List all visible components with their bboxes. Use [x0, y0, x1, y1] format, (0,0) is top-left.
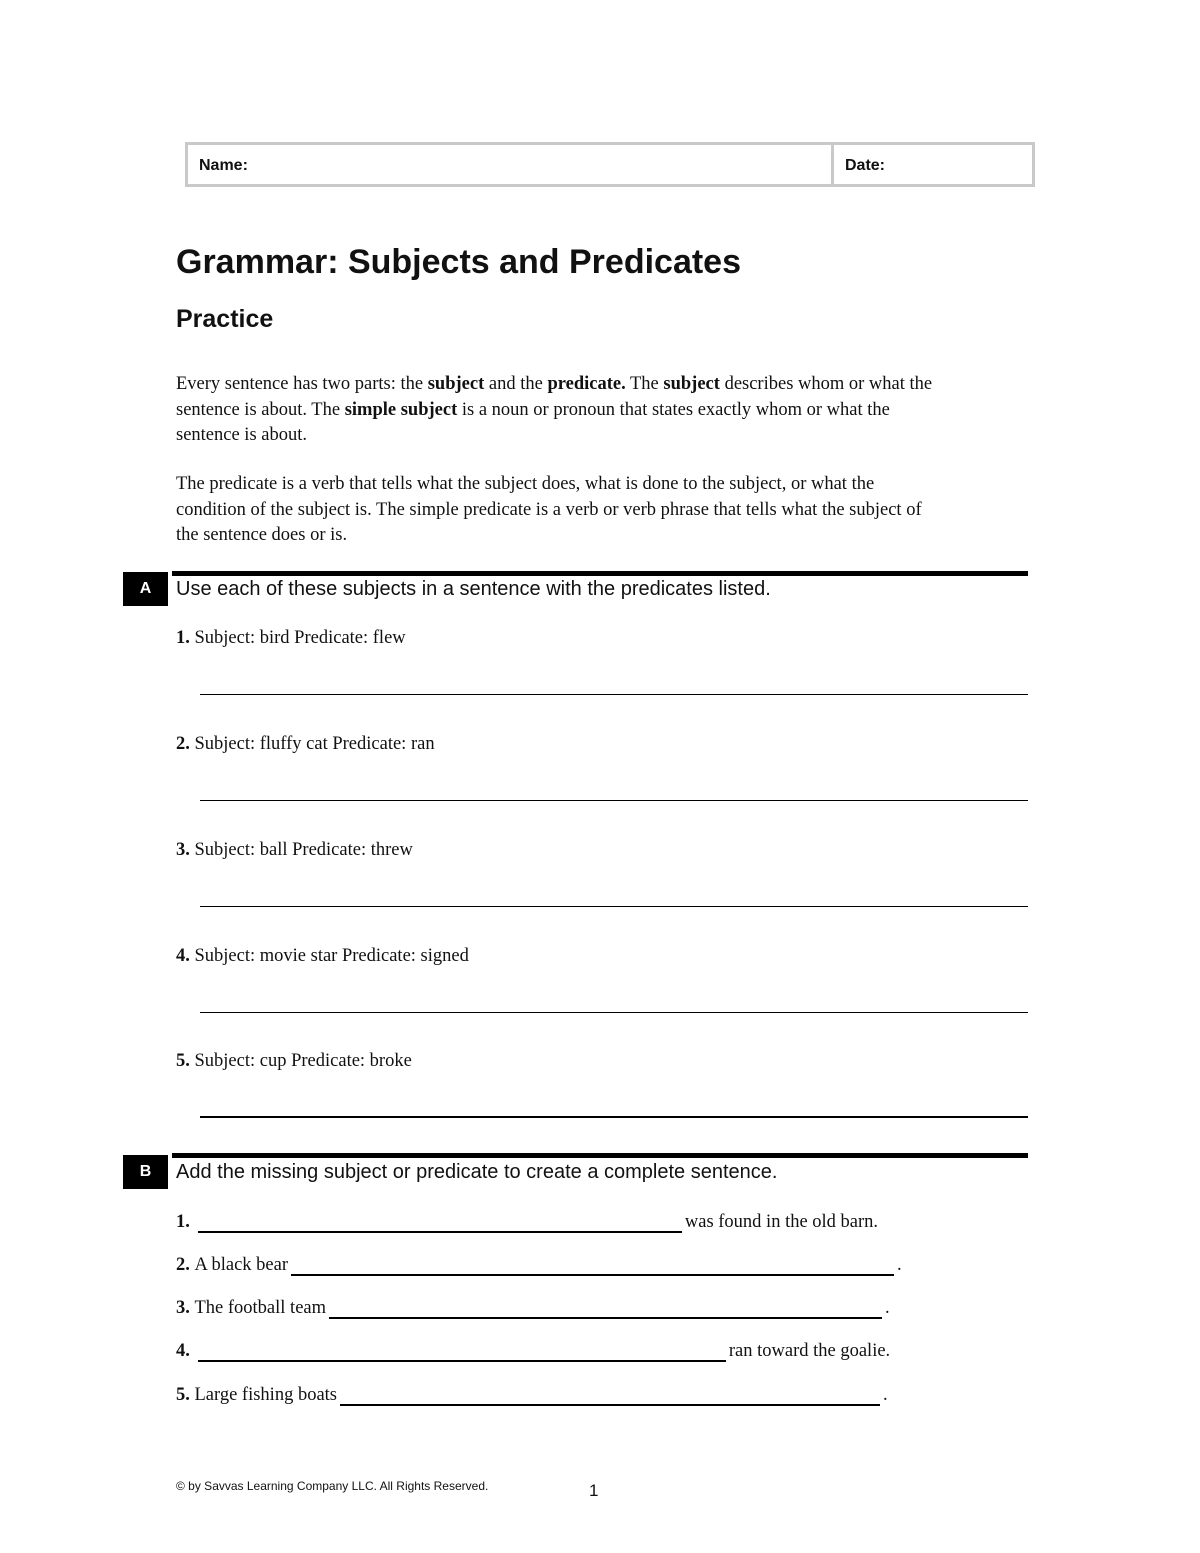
- blank-line-5[interactable]: [340, 1384, 880, 1406]
- answer-line-1[interactable]: [200, 694, 1028, 695]
- section-b-item-3: 3. The football team .: [176, 1298, 890, 1318]
- section-a-item-5: 5. Subject: cup Predicate: broke: [176, 1051, 412, 1071]
- blank-line-2[interactable]: [291, 1254, 894, 1276]
- answer-line-2[interactable]: [200, 800, 1028, 801]
- section-a-item-1: 1. Subject: bird Predicate: flew: [176, 628, 406, 648]
- page-number: 1: [589, 1481, 599, 1500]
- section-b-divider: [172, 1153, 1028, 1158]
- section-b-item-1: 1. was found in the old barn.: [176, 1212, 879, 1232]
- page-subtitle: Practice: [176, 305, 274, 333]
- section-a-item-2: 2. Subject: fluffy cat Predicate: ran: [176, 734, 435, 754]
- section-b-instruction: Add the missing subject or predicate to create a complete sentence.: [176, 1161, 778, 1183]
- blank-line-3[interactable]: [329, 1297, 882, 1319]
- intro-paragraph-1: Every sentence has two parts: the subject and the predicate. The subject describes whom or what the sentence is about. The simple subject is a noun or pronoun that states exactly whom or what the sentence is about.: [176, 374, 933, 445]
- copyright-footer: © by Savvas Learning Company LLC. All Rights Reserved.: [176, 1479, 489, 1493]
- section-b-item-2: 2. A black bear .: [176, 1255, 902, 1275]
- date-field[interactable]: [834, 145, 1032, 184]
- name-date-box: [185, 142, 1035, 187]
- section-a-badge: A: [123, 572, 168, 606]
- date-label: Date:: [845, 157, 886, 174]
- answer-line-4[interactable]: [200, 1012, 1028, 1013]
- blank-line-4[interactable]: [198, 1340, 726, 1362]
- section-b-badge: B: [123, 1155, 168, 1189]
- section-b-item-5: 5. Large fishing boats .: [176, 1385, 888, 1405]
- page-title: Grammar: Subjects and Predicates: [176, 243, 742, 281]
- answer-line-5[interactable]: [200, 1116, 1028, 1118]
- name-label: Name:: [199, 157, 248, 174]
- answer-line-3[interactable]: [200, 906, 1028, 907]
- section-b-item-4: 4. ran toward the goalie.: [176, 1341, 891, 1361]
- section-a-item-3: 3. Subject: ball Predicate: threw: [176, 840, 413, 860]
- section-a-divider: [172, 571, 1028, 576]
- name-field[interactable]: [188, 145, 834, 184]
- blank-line-1[interactable]: [198, 1211, 682, 1233]
- section-a-instruction: Use each of these subjects in a sentence with the predicates listed.: [176, 578, 771, 600]
- section-a-item-4: 4. Subject: movie star Predicate: signed: [176, 946, 469, 966]
- intro-paragraph-2: The predicate is a verb that tells what the subject does, what is done to the subject, or what the condition of the subject is. The simple predicate is a verb or verb phrase that tells what the subject of the sentence does or is.: [176, 474, 922, 545]
